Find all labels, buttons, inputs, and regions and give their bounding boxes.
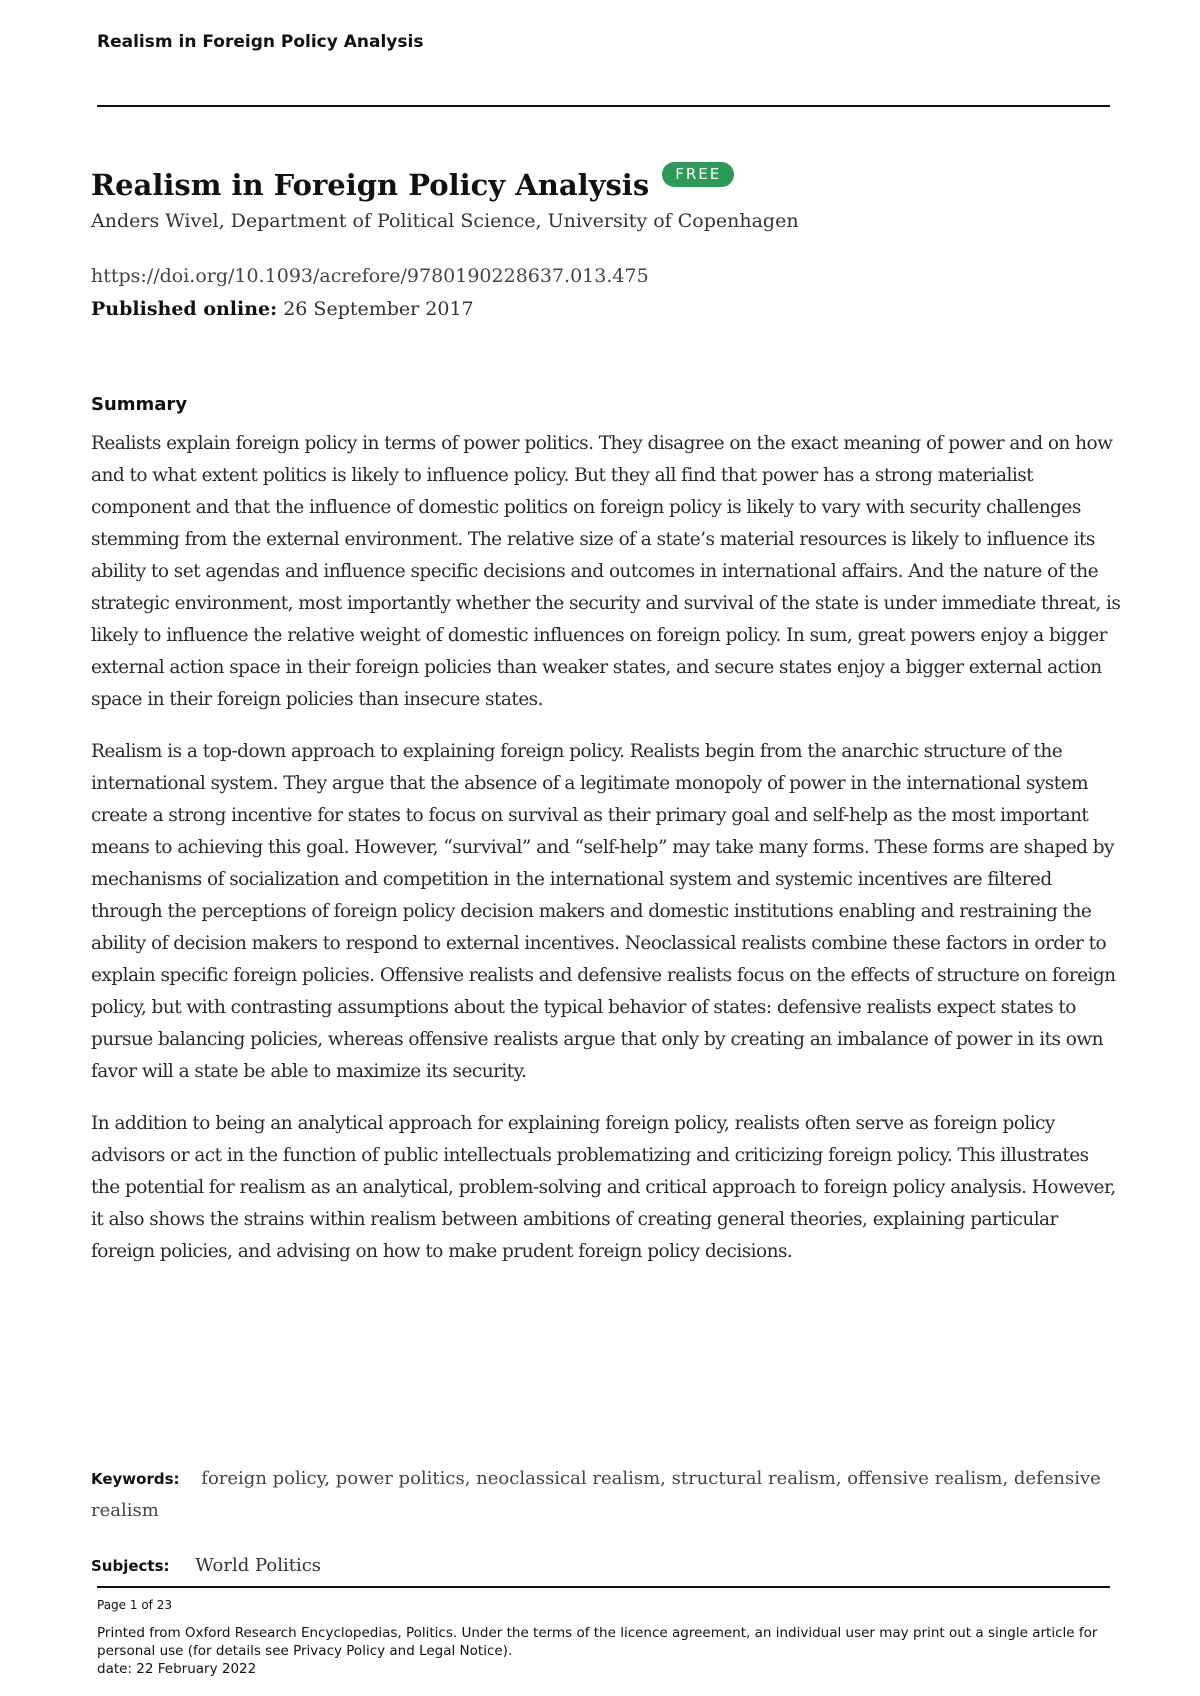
- free-badge: FREE: [662, 162, 734, 187]
- running-head: Realism in Foreign Policy Analysis: [97, 32, 424, 52]
- subjects: [91, 1555, 321, 1576]
- footer-note: [97, 1624, 1110, 1678]
- summary-heading: Summary: [91, 394, 188, 415]
- footer-date: date: 22 February 2022: [97, 1661, 257, 1677]
- page-title: Realism in Foreign Policy Analysis: [91, 167, 650, 202]
- published-label: Published online:: [91, 298, 278, 320]
- header-rule: [97, 105, 1110, 107]
- subjects-list: World Politics: [195, 1555, 322, 1576]
- author-line: Anders Wivel, Department of Political Science, University of Copenhagen: [91, 210, 799, 232]
- summary-paragraph-3: In addition to being an analytical approach for explaining foreign policy, realists often serve as foreign policy advisors or act in the function of public intellectuals problematizing and criticizing foreign policy. This illustrates the potential for realism as an analytical, problem-solving and critical approach to foreign policy analysis. However, it also shows the strains within realism between ambitions of creating general theories, explaining particular foreign policies, and advising on how to make prudent foreign policy decisions.: [91, 1113, 1116, 1262]
- footer-licence-text: Printed from Oxford Research Encyclopedias, Politics. Under the terms of the licence agreement, an individual user may print out a single article for personal use (for details see Privacy Policy and Legal Notice).: [97, 1625, 1098, 1659]
- summary-body: [91, 428, 1121, 1288]
- published-date: 26 September 2017: [283, 298, 474, 320]
- keywords-label: Keywords:: [91, 1470, 180, 1488]
- summary-paragraph-1: Realists explain foreign policy in terms of power politics. They disagree on the exact meaning of power and on how and to what extent politics is likely to influence policy. But they all find that power has a strong materialist component and that the influence of domestic politics on foreign policy is likely to vary with security challenges stemming from the external environment. The relative size of a state’s material resources is likely to influence its ability to set agendas and influence specific decisions and outcomes in international affairs. And the nature of the strategic environment, most importantly whether the security and survival of the state is under immediate threat, is likely to influence the relative weight of domestic influences on foreign policy. In sum, great powers enjoy a bigger external action space in their foreign policies than weaker states, and secure states enjoy a bigger external action space in their foreign policies than insecure states.: [91, 433, 1121, 710]
- keywords: [91, 1463, 1111, 1527]
- title-row: [91, 162, 734, 202]
- summary-paragraph-2: Realism is a top-down approach to explaining foreign policy. Realists begin from the anarchic structure of the international system. They argue that the absence of a legitimate monopoly of power in the international system create a strong incentive for states to focus on survival as their primary goal and self-help as the most important means to achieving this goal. However, “survival” and “self-help” may take many forms. These forms are shaped by mechanisms of socialization and competition in the international system and systemic incentives are filtered through the perceptions of foreign policy decision makers and domestic institutions enabling and restraining the ability of decision makers to respond to external incentives. Neoclassical realists combine these factors in order to explain specific foreign policies. Offensive realists and defensive realists focus on the effects of structure on foreign policy, but with contrasting assumptions about the typical behavior of states: defensive realists expect states to pursue balancing policies, whereas offensive realists argue that only by creating an imbalance of power in its own favor will a state be able to maximize its security.: [91, 741, 1116, 1082]
- subjects-label: Subjects:: [91, 1557, 170, 1575]
- footer-rule: [97, 1586, 1110, 1588]
- keywords-list: foreign policy, power politics, neoclassical realism, structural realism, offensive realism, defensive realism: [91, 1468, 1101, 1521]
- doi-link[interactable]: https://doi.org/10.1093/acrefore/9780190228637.013.475: [91, 265, 649, 287]
- page-number: Page 1 of 23: [97, 1598, 172, 1612]
- published-line: [91, 298, 474, 320]
